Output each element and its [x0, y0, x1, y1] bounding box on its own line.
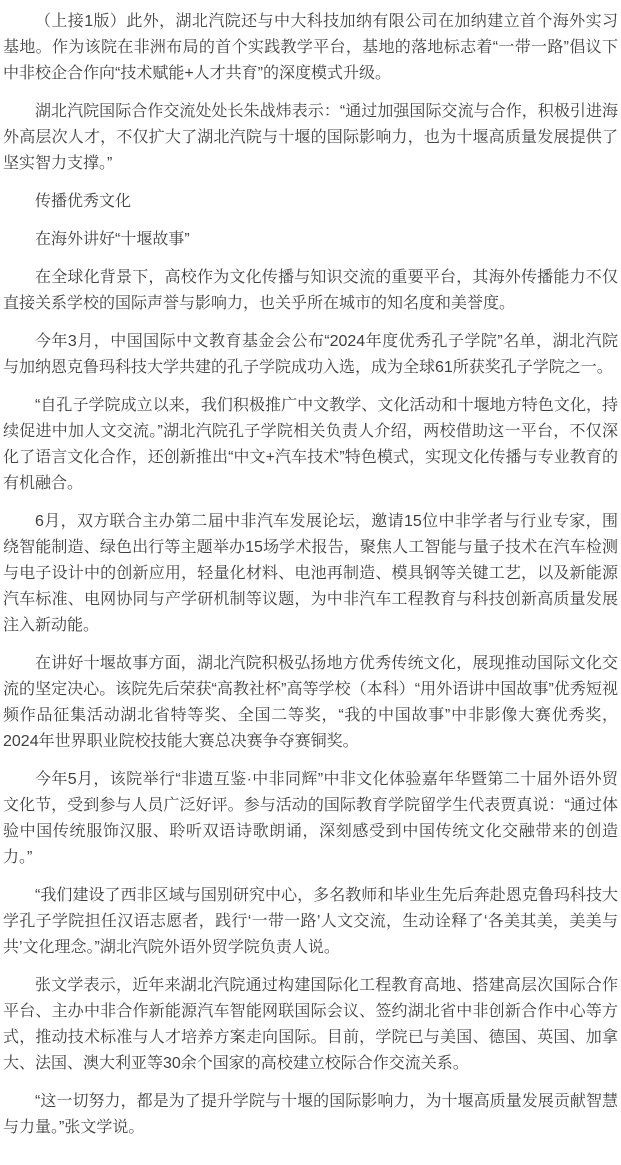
paragraph-june-auto-forum: 6月，双方联合主办第二届中非汽车发展论坛，邀请15位中非学者与行业专家，围绕智能制造、绿色出行等主题举办15场学术报告，聚焦人工智能与量子技术在汽车检测与电子设计中的创新应用，轻量化材料、电池再制造、模具钢等关键工艺，以及新能源汽车标准、电网协同与产学研机制等议题，为中非汽车工程教育与科技创新高质量发展注入新动能。 — [3, 513, 618, 634]
subhead-spread-fine-culture: 传播优秀文化 — [35, 193, 132, 210]
paragraph-confucius-institute-award: 今年3月，中国国际中文教育基金会公布“2024年度优秀孔子学院”名单，湖北汽院与加纳恩克鲁玛科技大学共建的孔子学院成功入选，成为全球61所获奖孔子学院之一。 — [3, 333, 618, 376]
subhead-tell-shiyan-story-overseas: 在海外讲好“十堰故事” — [35, 231, 190, 248]
paragraph-west-africa-research-quote: “我们建设了西非区域与国别研究中心，多名教师和毕业生先后奔赴恩克鲁玛科技大学孔子学院担任汉语志愿者，践行‘一带一路’人文交流，生动诠释了‘各美其美，美美与共’文化理念。”湖北汽院外语外贸学院负责人说。 — [3, 887, 618, 956]
paragraph-zhang-wenxue-quote: “这一切努力，都是为了提升学院与十堰的国际影响力，为十堰高质量发展贡献智慧与力量。”张文学说。 — [3, 1093, 618, 1136]
paragraph-zhang-wenxue-summary: 张文学表示，近年来湖北汽院通过构建国际化工程教育高地、搭建高层次国际合作平台、主办中非合作新能源汽车智能网联国际会议、签约湖北省中非创新合作中心等方式，推动技术标准与人才培养方案走向国际。目前，学院已与美国、德国、英国、加拿大、法国、澳大利亚等30余个国家的高校建立校际合作交流关系。 — [3, 977, 618, 1072]
paragraph-shiyan-story-awards: 在讲好十堰故事方面，湖北汽院积极弘扬地方优秀传统文化，展现推动国际文化交流的坚定决心。该院先后荣获“高教社杯”高等学校（本科）“用外语讲中国故事”优秀短视频作品征集活动湖北省特等奖、全国二等奖，“我的中国故事”中非影像大赛优秀奖，2024年世界职业院校技能大赛总决赛争夺赛铜奖。 — [3, 655, 618, 750]
paragraph-zhu-zhanwei-quote: 湖北汽院国际合作交流处处长朱战炜表示：“通过加强国际交流与合作，积极引进海外高层次人才，不仅扩大了湖北汽院与十堰的国际影响力，也为十堰高质量发展提供了坚实智力支撑。” — [3, 103, 618, 172]
paragraph-overseas-internship-base: （上接1版）此外，湖北汽院还与中大科技加纳有限公司在加纳建立首个海外实习基地。作为该院在非洲布局的首个实践教学平台，基地的落地标志着“一带一路”倡议下中非校企合作向“技术赋能+人才共育”的深度模式升级。 — [3, 13, 618, 82]
paragraph-may-culture-festival: 今年5月，该院举行“非遗互鉴·中非同辉”中非文化体验嘉年华暨第二十届外语外贸文化节，受到参与人员广泛好评。参与活动的国际教育学院留学生代表贾真说：“通过体验中国传统服饰汉服、聆听双语诗歌朗诵，深刻感受到中国传统文化交融带来的创造力。” — [3, 771, 618, 866]
paragraph-confucius-institute-quote: “自孔子学院成立以来，我们积极推广中文教学、文化活动和十堰地方特色文化，持续促进中加人文交流。”湖北汽院孔子学院相关负责人介绍，两校借助这一平台，不仅深化了语言文化合作，还创新推出“中文+汽车技术”特色模式，实现文化传播与专业教育的有机融合。 — [3, 397, 618, 492]
paragraph-globalization-context: 在全球化背景下，高校作为文化传播与知识交流的重要平台，其海外传播能力不仅直接关系学校的国际声誉与影响力，也关乎所在城市的知名度和美誉度。 — [3, 269, 618, 312]
